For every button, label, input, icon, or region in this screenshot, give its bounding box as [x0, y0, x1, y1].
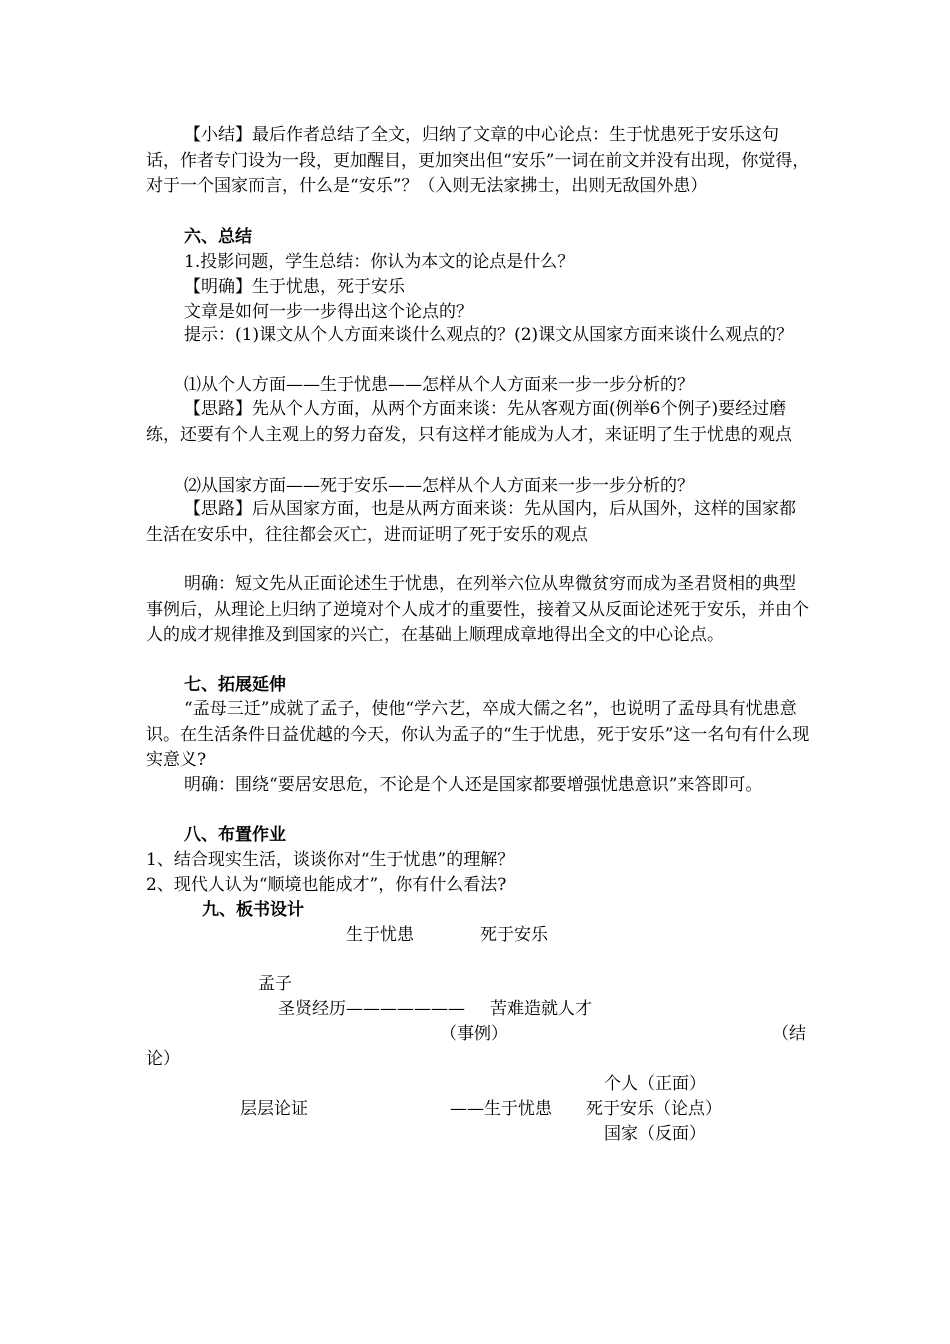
- board-mencius: 孟子: [258, 974, 292, 994]
- extension-clarify: 明确：围绕“要居安思危，不论是个人还是国家都要增强忧患意识”来答即可。: [184, 775, 763, 795]
- summary-paragraph: 【小结】最后作者总结了全文，归纳了文章的中心论点：生于忧患死于安乐这句话，作者专门设为一段，更加醒目，更加突出但“安乐”一词在前文并没有出现，你觉得，对于一个国家而言，什么是“安乐”？（入则无法家拂士，出则无敌国外患）: [146, 125, 810, 196]
- idea-nation: 【思路】后从国家方面，也是从两方面来谈：先从国内，后从国外，这样的国家都生活在安乐中，往往都会灭亡，进而证明了死于安乐的观点: [146, 499, 796, 545]
- heading-homework: 八、布置作业: [184, 825, 286, 845]
- answer-1: 【明确】生于忧患，死于安乐: [184, 277, 405, 297]
- board-sage: 圣贤经历———————: [278, 999, 465, 1019]
- board-example: （事例）: [440, 1024, 508, 1044]
- board-dash-born: ——生于忧患: [450, 1099, 552, 1119]
- extension-paragraph: “孟母三迁”成就了孟子，使他“学六艺，卒成大儒之名”，也说明了孟母具有忧患意识。在生活条件日益优越的今天，你认为孟子的“生于忧患，死于安乐”这一名句有什么现实意义?: [146, 699, 810, 770]
- board-nation: 国家（反面）: [604, 1124, 706, 1144]
- board-conclusion-a: （结: [772, 1024, 806, 1044]
- board-title-left: 生于忧患: [346, 925, 414, 945]
- board-hardship: 苦难造就人才: [490, 999, 592, 1019]
- point-individual: ⑴从个人方面——生于忧患——怎样从个人方面来一步一步分析的？: [184, 375, 694, 395]
- question-2: 文章是如何一步一步得出这个论点的？: [184, 302, 473, 322]
- board-title-right: 死于安乐: [480, 925, 548, 945]
- homework-2: 2、现代人认为“顺境也能成才”，你有什么看法?: [146, 875, 507, 895]
- hint-paragraph: 提示：(1)课文从个人方面来谈什么观点的？(2)课文从国家方面来谈什么观点的？: [184, 325, 794, 345]
- board-conclusion-b: 论）: [146, 1049, 180, 1069]
- heading-extension: 七、拓展延伸: [184, 675, 286, 695]
- clarify-paragraph: 明确：短文先从正面论述生于忧患，在列举六位从卑微贫穷而成为圣君贤相的典型事例后，从理论上归纳了逆境对个人成才的重要性，接着又从反面论述死于安乐，并由个人的成才规律推及到国家的兴亡，在基础上顺理成章地得出全文的中心论点。: [146, 574, 809, 645]
- question-1: 1.投影问题，学生总结：你认为本文的论点是什么？: [184, 252, 575, 272]
- homework-1: 1、结合现实生活，谈谈你对“生于忧患”的理解？: [146, 850, 515, 870]
- board-thesis: 死于安乐（论点）: [586, 1099, 722, 1119]
- point-nation: ⑵从国家方面——死于安乐——怎样从个人方面来一步一步分析的？: [184, 476, 694, 496]
- board-layered: 层层论证: [240, 1099, 308, 1119]
- heading-board: 九、板书设计: [202, 900, 304, 920]
- board-individual: 个人（正面）: [604, 1074, 706, 1094]
- heading-summary: 六、总结: [184, 227, 252, 247]
- idea-individual: 【思路】先从个人方面，从两个方面来谈：先从客观方面(例举6个例子)要经过磨练，还要有个人主观上的努力奋发，只有这样才能成为人才，来证明了生于忧患的观点: [146, 399, 792, 445]
